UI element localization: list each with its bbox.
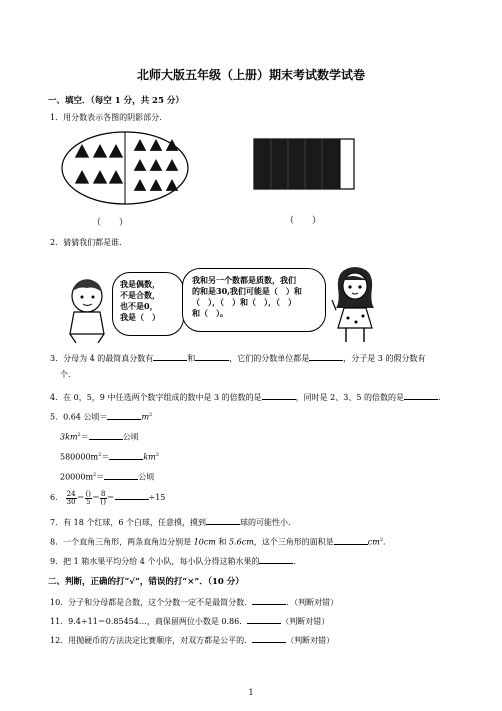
q5-blank-3[interactable] — [109, 451, 143, 460]
q9-text-b: . — [293, 557, 296, 566]
q5-l4-sup: 2 — [93, 472, 97, 478]
q12-text-b: （判断对错） — [286, 636, 335, 645]
q3-text-c: ，它们的分数单位都是 — [229, 354, 310, 363]
fraction-1 — [66, 491, 77, 506]
q9-blank[interactable] — [259, 555, 293, 564]
question-10 — [50, 596, 338, 608]
speech-bubble-left — [112, 272, 184, 336]
bubble-right-line-2: 的和是30,我们可能是（ ）和 — [192, 286, 302, 296]
q5-blank-1[interactable] — [107, 411, 141, 420]
q11-text-b: （判断对错） — [281, 617, 330, 626]
q5-l2-eq: ＝ — [80, 432, 89, 442]
q5-l4-eq: ＝ — [96, 472, 105, 482]
q10-blank[interactable] — [252, 596, 286, 605]
q3-text-a: 3．分母为 4 的最简真分数有 — [50, 354, 154, 363]
q7-text-a: 7．有 18 个红球，6 个白球，任意摸，摸到 — [50, 518, 206, 527]
fraction-1-numerator: 24 — [66, 489, 76, 498]
question-5-line-2 — [60, 430, 139, 443]
q12-blank[interactable] — [252, 634, 286, 643]
q8-end: . — [383, 537, 386, 547]
girl-illustration — [330, 262, 380, 344]
question-9 — [50, 555, 296, 567]
q5-l1-text: 5．0.64 公顷＝ — [50, 412, 108, 422]
bubble-right-line-1: 我和另一个数都是质数，我们 — [192, 275, 296, 285]
q3-text-b: 和 — [187, 354, 196, 363]
fraction-2-denominator: 5 — [86, 497, 91, 506]
q4-blank-2[interactable] — [404, 391, 438, 400]
bubble-right-line-4: 和（ ）。 — [192, 308, 228, 318]
q3-text-d: ，分子是 3 的假分数有 — [343, 354, 426, 363]
answer-paren-right: （ ） — [285, 216, 322, 226]
bubble-right-line-3: （ ），（ ）和（ ），（ ） — [192, 297, 296, 307]
q7-blank[interactable] — [206, 516, 240, 525]
fraction-2 — [85, 491, 92, 506]
q4-text-c: . — [437, 393, 441, 402]
q8-text-b: ，这个三角形的面积是 — [253, 537, 334, 547]
q11-blank[interactable] — [247, 615, 281, 624]
fraction-2-numerator[interactable]: () — [85, 489, 92, 498]
q10-text-b: ．（判断对错） — [286, 598, 339, 607]
q5-l1-sup: 2 — [149, 412, 153, 418]
bar-shaded-part — [254, 139, 340, 189]
q5-l1-unit: m — [141, 412, 150, 422]
q5-l3-eq: ＝ — [101, 452, 110, 462]
question-3-line-2: 个. — [60, 370, 71, 379]
question-3-line-1 — [50, 352, 425, 364]
q4-text-a: 4．在 0，5，9 中任选两个数字组成的数中是 3 的倍数的是 — [50, 393, 262, 402]
bubble-left-line-3: 也不是0， — [120, 301, 158, 311]
page-number: 1 — [248, 688, 254, 697]
q6-eq-3: ＝ — [106, 493, 115, 502]
q5-l2-sup: 2 — [77, 432, 81, 438]
question-8 — [50, 535, 386, 548]
q8-value-1: 10cm — [193, 537, 216, 547]
question-2: 2．猜猜我们都是谁. — [50, 238, 122, 247]
q8-text-m: 和 — [215, 537, 229, 547]
q4-blank-1[interactable] — [262, 391, 296, 400]
q5-l2-unit: 公顷 — [122, 432, 139, 442]
question-1: 1．用分数表示各图的阴影部分. — [50, 113, 162, 122]
question-7 — [50, 516, 291, 528]
q5-l4-unit: 公顷 — [138, 472, 155, 482]
fraction-3-denominator[interactable]: () — [100, 497, 106, 506]
q5-l4-text: 20000m — [60, 472, 94, 482]
q5-l3-unit-sup: 2 — [155, 452, 159, 458]
ellipse-triangles-figure — [60, 130, 190, 210]
question-6 — [50, 490, 165, 506]
question-5-line-4 — [60, 470, 154, 483]
q5-l3-sup: 2 — [98, 452, 102, 458]
q8-text-a: 8．一个直角三角形，两条直角边分别是 — [50, 537, 194, 547]
page-title: 北师大版五年级（上册）期末考试数学试卷 — [136, 68, 365, 82]
q12-text-a: 12．用抛硬币的方法决定比赛顺序，对双方都是公平的． — [50, 636, 253, 645]
q5-l3-text: 580000m — [60, 452, 99, 462]
question-5-line-3 — [60, 450, 159, 463]
q8-unit-sup: 2 — [379, 537, 384, 543]
q6-tail: ÷15 — [148, 493, 166, 502]
q6-label: 6． — [50, 493, 64, 502]
bubble-left-line-4: 我是（ ） — [120, 312, 160, 322]
q6-eq-2: ＝ — [92, 493, 101, 502]
question-12 — [50, 634, 334, 646]
fraction-3-numerator: 8 — [101, 489, 106, 498]
bubble-left-line-2: 不是合数， — [120, 290, 160, 300]
speech-bubble-right — [182, 268, 326, 332]
boy-illustration — [62, 276, 112, 344]
bubble-left-line-1: 我是偶数， — [120, 279, 160, 289]
q11-text-a: 11．9.4÷11＝0.85454…，商保留两位小数是 0.86． — [50, 617, 248, 626]
fraction-1-denominator: 30 — [66, 497, 76, 506]
q5-blank-2[interactable] — [89, 431, 123, 440]
q6-eq-1: ＝ — [76, 493, 85, 502]
question-4 — [50, 391, 441, 403]
q5-l3-unit: km — [143, 452, 156, 462]
q9-text-a: 9．把 1 箱水果平均分给 4 个小队，每小队分得这箱水果的 — [50, 557, 260, 566]
q8-value-2: 5.6cm — [228, 537, 254, 547]
q3-blank-2[interactable] — [195, 352, 229, 361]
q3-blank-1[interactable] — [153, 352, 187, 361]
question-5-line-1 — [50, 410, 152, 423]
q6-blank[interactable] — [115, 491, 149, 500]
q5-blank-4[interactable] — [104, 471, 138, 480]
q10-text-a: 10．分子和分母都是合数，这个分数一定不是最简分数． — [50, 598, 253, 607]
q3-blank-3[interactable] — [309, 352, 343, 361]
q8-unit: cm — [367, 537, 380, 547]
answer-paren-left: （ ） — [92, 218, 129, 228]
section-2-heading: 二、判断，正确的打“√”，错误的打“×”．（10 分） — [48, 577, 244, 587]
q8-blank[interactable] — [334, 536, 368, 545]
q4-text-b: ，同时是 2、3、5 的倍数的是 — [295, 393, 404, 402]
q5-l2-text: 3km — [60, 432, 78, 442]
shaded-bar-figure — [253, 138, 355, 190]
section-1-heading: 一、填空．（每空 1 分，共 25 分） — [48, 96, 184, 106]
right-triangles — [134, 139, 179, 191]
question-11 — [50, 615, 329, 627]
q7-text-b: 球的可能性小. — [240, 518, 291, 527]
